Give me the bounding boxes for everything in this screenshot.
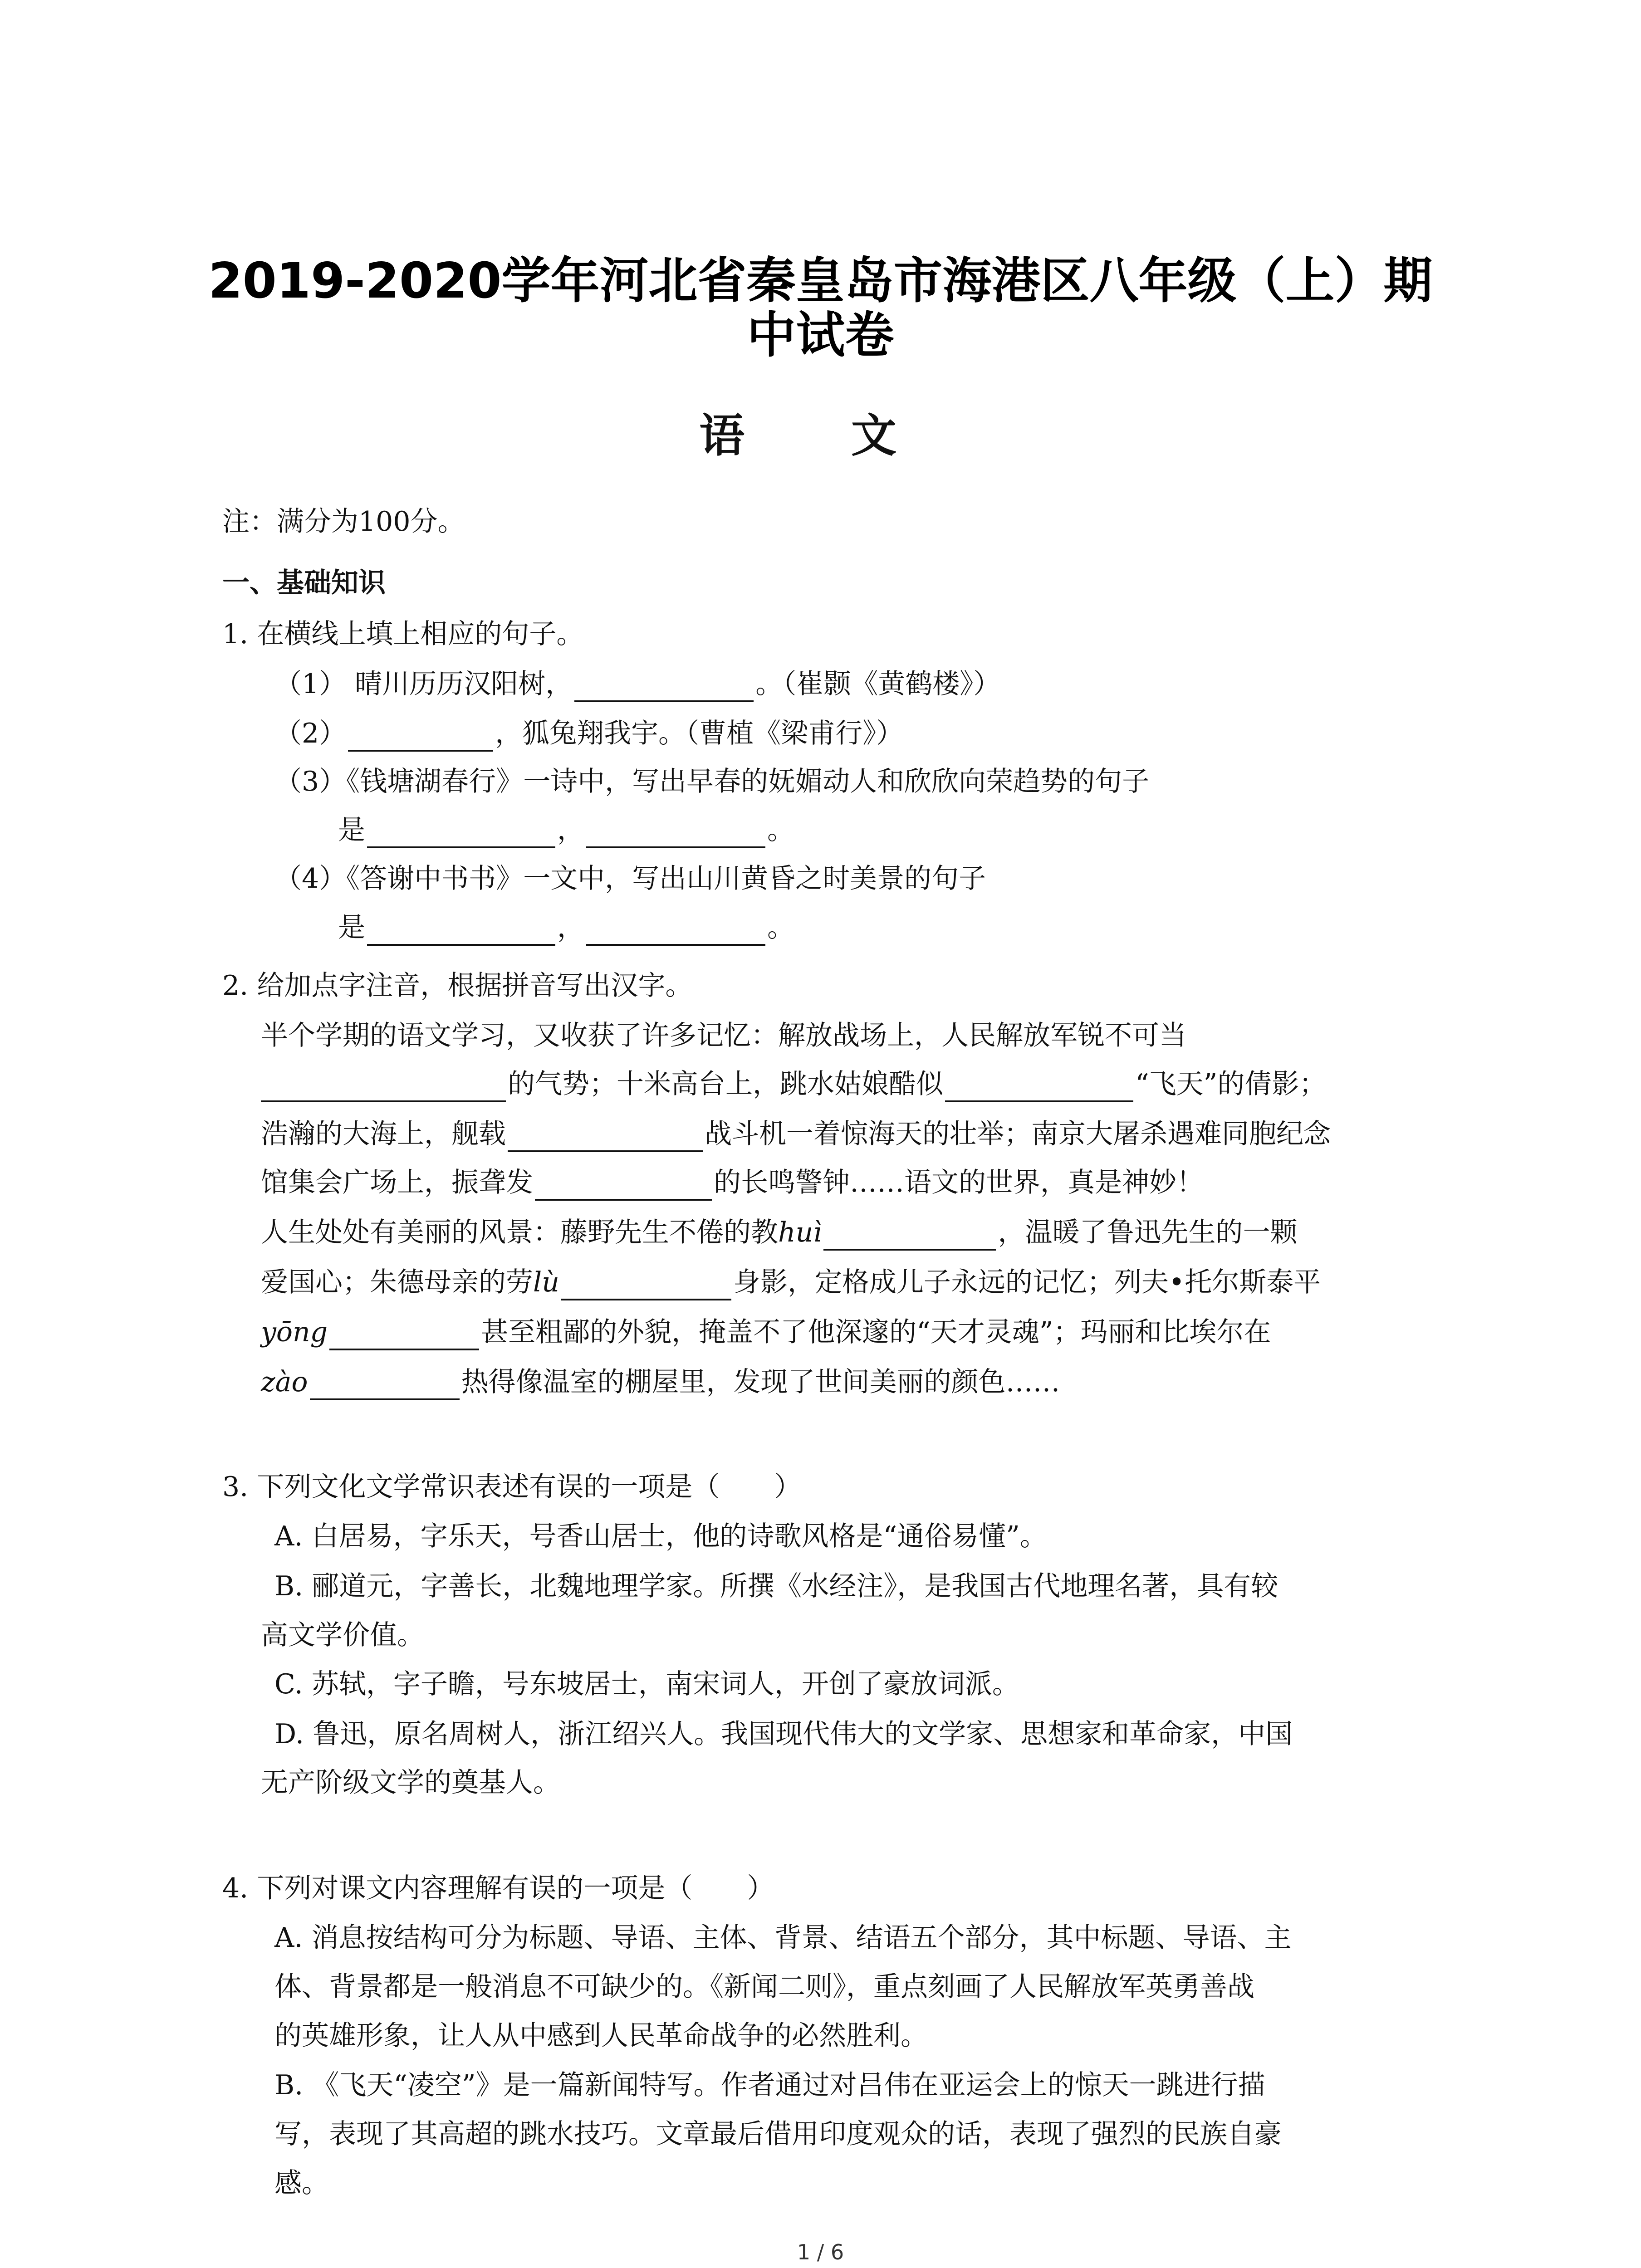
question-4-option-a-cont: 的英雄形象，让人从中感到人民革命战争的必然胜利。 [274,2020,928,2052]
question-4-option-a-cont: 体、背景都是一般消息不可缺少的。《新闻二则》，重点刻画了人民解放军英勇善战 [274,1971,1254,2003]
question-2-text-line: 浩瀚的大海上，舰载 战斗机一着惊海天的壮举；南京大屠杀遇难同胞纪念 [261,1116,1331,1152]
answer-blank[interactable] [586,819,765,848]
answer-blank[interactable] [945,1073,1133,1102]
question-3-stem: 3. 下列文化文学常识表述有误的一项是（ ） [222,1471,802,1503]
answer-blank[interactable] [310,1371,460,1400]
question-2-text-line: 人生处处有美丽的风景：藤野先生不倦的教huì ，温暖了鲁迅先生的一颗 [261,1214,1297,1251]
question-2-text-line: 馆集会广场上，振聋发 的长鸣警钟……语文的世界，真是神妙！ [261,1164,1204,1201]
answer-blank[interactable] [508,1123,703,1152]
answer-blank[interactable] [823,1222,996,1251]
answer-blank[interactable] [367,917,555,946]
section-heading: 一、基础知识 [222,567,386,599]
pinyin: huì [778,1217,822,1248]
question-3-option-d-cont: 无产阶级文学的奠基人。 [261,1767,560,1799]
question-4-option-a[interactable]: A. 消息按结构可分为标题、导语、主体、背景、结语五个部分，其中标题、导语、主 [274,1922,1292,1954]
question-2-stem: 2. 给加点字注音，根据拼音写出汉字。 [222,970,693,1002]
answer-blank[interactable] [329,1321,479,1350]
question-3-option-b-cont: 高文学价值。 [261,1619,424,1651]
score-note: 注：满分为100分。 [222,506,465,538]
question-2-text-line: 的气势；十米高台上，跳水姑娘酷似 “飞天”的倩影； [261,1066,1326,1102]
pinyin: yōng [261,1316,328,1348]
question-2-text-line: 半个学期的语文学习，又收获了许多记忆：解放战场上，人民解放军锐不可当 [261,1020,1186,1051]
title-line-1: 2019-2020学年河北省秦皇岛市海港区八年级（上）期 [208,253,1433,309]
pinyin: zào [261,1366,308,1398]
question-1-item-3: （3）《钱塘湖春行》一诗中，写出早春的妩媚动人和欣欣向荣趋势的句子 [274,766,1150,797]
question-1-item-4-answer: 是 ， 。 [338,909,794,946]
answer-blank[interactable] [574,673,754,702]
answer-blank[interactable] [348,723,493,752]
question-2-text-line: 爱国心；朱德母亲的劳lù 身影，定格成儿子永远的记忆；列夫•托尔斯泰平 [261,1264,1321,1300]
answer-blank[interactable] [561,1271,731,1300]
question-4-option-b-cont: 写，表现了其高超的跳水技巧。文章最后借用印度观众的话，表现了强烈的民族自豪 [274,2118,1282,2150]
question-1-item-1: （1） 晴川历历汉阳树， 。（崔颢《黄鹤楼》） [274,666,1000,702]
answer-blank[interactable] [535,1172,712,1201]
question-3-option-d[interactable]: D. 鲁迅，原名周树人，浙江绍兴人。我国现代伟大的文学家、思想家和革命家，中国 [274,1718,1293,1750]
question-4-stem: 4. 下列对课文内容理解有误的一项是（ ） [222,1872,774,1904]
page-number: 1 / 6 [797,2240,844,2264]
answer-blank[interactable] [261,1073,506,1102]
title-line-2: 中试卷 [747,307,894,364]
question-1-stem: 1. 在横线上填上相应的句子。 [222,618,584,650]
question-3-option-a[interactable]: A. 白居易，字乐天，号香山居士，他的诗歌风格是“通俗易懂”。 [274,1520,1047,1552]
question-1-item-3-answer: 是 ， 。 [338,812,794,848]
pinyin: lù [533,1266,559,1298]
subject-heading: 语 文 [699,409,942,462]
question-4-option-b[interactable]: B. 《飞天“凌空”》是一篇新闻特写。作者通过对吕伟在亚运会上的惊天一跳进行描 [274,2069,1265,2101]
answer-blank[interactable] [586,917,765,946]
question-2-text-line: yōng 甚至粗鄙的外貌，掩盖不了他深邃的“天才灵魂”；玛丽和比埃尔在 [261,1314,1271,1350]
question-3-option-b[interactable]: B. 郦道元，字善长，北魏地理学家。所撰《水经注》，是我国古代地理名著，具有较 [274,1570,1279,1602]
question-3-option-c[interactable]: C. 苏轼，字子瞻，号东坡居士，南宋词人，开创了豪放词派。 [274,1668,1019,1700]
question-1-item-4: （4）《答谢中书书》一文中，写出山川黄昏之时美景的句子 [274,863,986,894]
answer-blank[interactable] [367,819,555,848]
question-2-text-line: zào 热得像温室的棚屋里，发现了世间美丽的颜色…… [261,1364,1060,1400]
question-4-option-b-cont: 感。 [274,2167,329,2199]
question-1-item-2: （2） ，狐兔翔我宇。（曹植《梁甫行》） [274,715,903,752]
exam-title [136,254,1505,363]
